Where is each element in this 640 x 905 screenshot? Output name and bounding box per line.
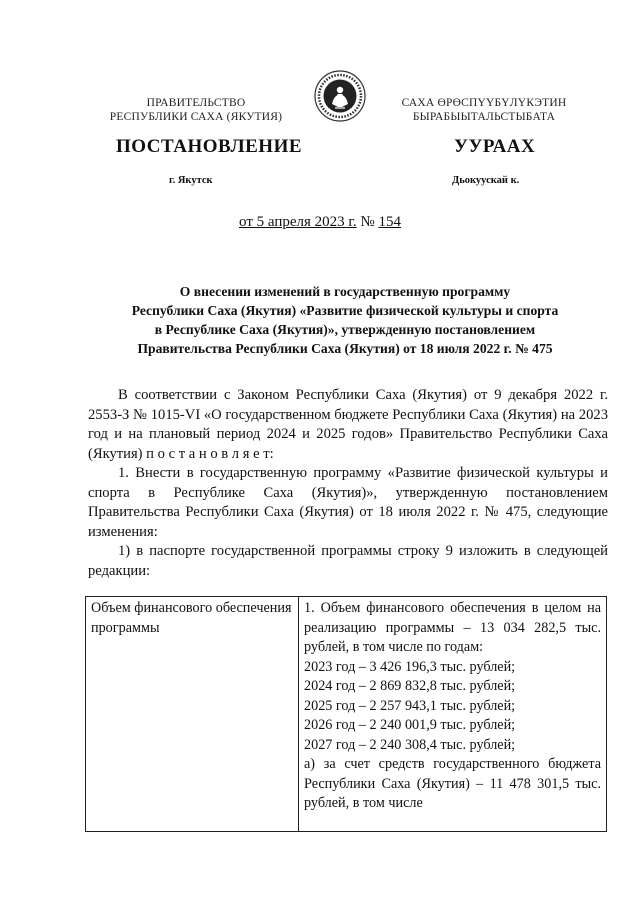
decree-title-ru: ПОСТАНОВЛЕНИЕ (116, 136, 303, 157)
header-left (96, 96, 296, 124)
title-line-1: О внесении изменений в государственную программу (179, 284, 511, 299)
table-cell-label (86, 597, 299, 832)
year-2026: 2026 год – 2 240 001,9 тыс. рублей; (304, 717, 516, 733)
header-left-line1: ПРАВИТЕЛЬСТВО (146, 97, 246, 109)
title-line-4: Правительства Республики Саха (Якутия) от 18 июля 2022 г. № 475 (137, 341, 553, 356)
financing-table (85, 596, 607, 832)
paragraph-subitem-1: 1) в паспорте государственной программы строку 9 изложить в следующей редакции: (88, 543, 608, 579)
title-line-3: в Республике Саха (Якутия)», утвержденную постановлением (154, 322, 536, 337)
document-body (88, 386, 608, 581)
paragraph-preamble: В соответствии с Законом Республики Саха (Якутия) от 9 декабря 2022 г. 2553-З № 1015-VI «О государственном бюджете Республики Саха (Якутия) на 2023 год и на плановый период 2024 и 2025 годов» Правительство Республики Саха (Якутия) п о с т а н о в л я е т: (88, 387, 608, 462)
city-ru: г. Якутск (169, 175, 213, 186)
decree-number: 154 (378, 214, 401, 230)
header-right (384, 96, 584, 124)
decree-date: от 5 апреля 2023 г. (239, 214, 357, 230)
paragraph-item-1: 1. Внести в государственную программу «Развитие физической культуры и спорта в Республике Саха (Якутия)», утвержденную постановлением Правительства Республики Саха (Якутия) от 18 июля 2022 г. № 475, следующие изменения: (88, 465, 608, 540)
decree-title-sakha: УУРААХ (454, 136, 536, 157)
decree-date-line (0, 214, 640, 231)
city-sakha: Дьокуускай к. (452, 175, 520, 186)
financing-intro: 1. Объем финансового обеспечения в целом на реализацию программы – 13 034 282,5 тыс. рублей, в том числе по годам: (304, 600, 601, 655)
year-2023: 2023 год – 3 426 196,3 тыс. рублей; (304, 658, 516, 675)
year-2025: 2025 год – 2 257 943,1 тыс. рублей; (304, 697, 516, 714)
coat-of-arms-emblem-icon (314, 70, 366, 122)
header-right-line2: БЫРАБЫЫТАЛЬСТЫБАТА (412, 111, 556, 123)
table-cell-value (299, 597, 607, 832)
table-row (86, 597, 607, 832)
header-right-line1: САХА ӨРӨСПҮҮБҮЛҮКЭТИН (401, 97, 567, 109)
financing-subitem-a: а) за счет средств государственного бюджета Республики Саха (Якутия) – 11 478 301,5 тыс. рублей, в том числе (304, 756, 601, 811)
year-2024: 2024 год – 2 869 832,8 тыс. рублей; (304, 678, 516, 694)
financing-label: Объем финансового обеспечения программы (91, 600, 292, 636)
header-left-line2: РЕСПУБЛИКИ САХА (ЯКУТИЯ) (109, 111, 283, 123)
number-sign: № (360, 214, 375, 230)
document-title (80, 282, 610, 358)
year-2027: 2027 год – 2 240 308,4 тыс. рублей; (304, 736, 516, 753)
title-line-2: Республики Саха (Якутия) «Развитие физической культуры и спорта (131, 303, 559, 318)
